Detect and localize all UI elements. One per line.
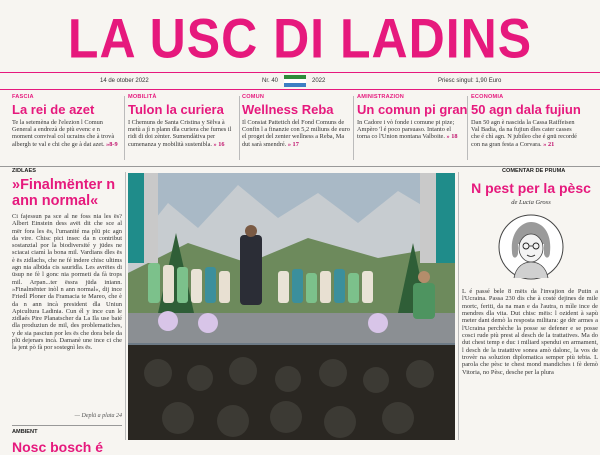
- issue-year: 2022: [312, 78, 326, 84]
- continue-link[interactable]: — Deplü a plata 24: [74, 413, 122, 419]
- teaser-page: » 21: [543, 140, 555, 148]
- column-divider: [239, 96, 240, 160]
- comment-body: L é passé bele 8 mëis da l'invajion de Putin a l'Ucraina. Passa 230 dis che à costé dejines de mile mortc, feriti, da na man e da l'autra, n mìle ince de mendres dla vita. Dut chisc mëis: l ozident à sapù meter dant demò la resposta militara: ge dër armes a l'Ucraina perchèche la posse se defener e se posse cosci rude più prest al desch de la trattatives. Ma do dut chest temp e duc i miliard spendui en armament, l desch de la tratattive sonea amò dalonc, la vos de trovèr na soluzion diplomatica semper più tebia. L parola che pèsc te chest mond mandiches i fè demò Vitoria, no Pèsc, desche per la plura: [462, 288, 598, 376]
- article-body: Ci fajessun pa sce al ne foss nia les ës? Albert Einstein dess avëi dit che sce al mër fora les ës, l'umanité ma plü pic agn da vire. Chisc pici insec da n contribut sostanzial por la biodiversité y jüdes ne sciacai ciamì la bona mil. Vardians dles ës è ës zidlachs, che ne fé indere chisc ultims agn nia albüda cis sauridla. Les avrëies di üsup ne fè l gonc nia pormeti da fà trops mil. Arpan...ter ëssra jüda iniann. »Finalmënter inòl n ann normal«, dij ince Friedl Ploner da Framacia te Mareo, che è da n ann incà president dla Uniun Apicultura Ladinia. Cun él y ince cun le zidlaés Pire Planatscher da La Ila use baié dla produziun de mil, des problematiches, y de sia pasciun por les ës che dora bele da plü dejenars incà. Damanè une ince ci che la jent pò fà por sostegnì les ës.: [12, 213, 122, 352]
- column-divider: [124, 96, 125, 160]
- teaser-page: » 16: [213, 140, 225, 148]
- teaser-body: In Cadore i vò fonde i comune pi pize; Ampèro 'l é poco parsuaso. Intanto el torna co l'Union montana Valboite. » 18: [357, 119, 458, 141]
- article-title[interactable]: Nosc bosch é: [12, 439, 104, 455]
- teaser-body: Dan 50 agn è nascida la Cassa Raiffeisen Val Badia, da na fujiun dles cater casses che é chì agn. N jubileo che é gnü recordé con na gran festa a Corvara. » 21: [471, 119, 577, 148]
- teaser-headline: Un comun pi gran: [357, 102, 468, 117]
- teaser-category: COMUN: [242, 94, 265, 100]
- teaser-headline: 50 agn dala fujiun: [471, 102, 581, 117]
- section-label: AMBIENT: [12, 429, 38, 435]
- teaser-page: » 17: [287, 140, 299, 148]
- comment-title[interactable]: N pest per la pèsc: [471, 180, 591, 196]
- section-label: ZIDLAES: [12, 168, 36, 174]
- opinion-column: [462, 168, 600, 440]
- teaser-comun[interactable]: [242, 94, 350, 164]
- teaser-page: »8-9: [106, 140, 118, 148]
- issue-price: Priesc singul: 1,90 Euro: [438, 78, 502, 84]
- teaser-mobilita[interactable]: [128, 94, 236, 164]
- column-divider: [353, 96, 354, 160]
- issue-number: Nr. 40: [262, 78, 279, 84]
- teaser-economia[interactable]: [471, 94, 579, 164]
- teaser-page: » 18: [446, 133, 458, 141]
- column-divider: [458, 172, 459, 440]
- teaser-headline: Tulon la curiera: [128, 102, 224, 117]
- teaser-headline: Wellness Reba: [242, 102, 334, 117]
- teaser-body: I Chemuns de Santa Cristina y Sëlva à metù a jì n plann dla curiera che furnes il ridi di doi zènter. Sumendàtiva per cumenanza y mobilità sustenibla. » 16: [128, 119, 232, 148]
- comment-author: de Lucia Gross: [511, 199, 551, 206]
- author-portrait-icon: [498, 214, 564, 280]
- teaser-category: ECONOMIA: [471, 94, 504, 100]
- masthead-rule-top: [0, 72, 600, 73]
- masthead: [0, 0, 600, 84]
- column-divider: [125, 172, 126, 440]
- teaser-category: MOBILITÀ: [128, 94, 157, 100]
- teaser-fascia[interactable]: [12, 94, 120, 164]
- teaser-category: AMINISTRAZION: [357, 94, 405, 100]
- column-divider: [467, 96, 468, 160]
- teaser-body: Te la setemèna de l'elezion l Comun General a ​endrezà de più evenc e n moment convival col ucrains che à trovà albergh te val e chi che ge à dat azet. »8-9: [12, 119, 118, 148]
- main-photo: [128, 173, 455, 440]
- section-label: COMENTAR DE PRUMA: [502, 168, 566, 174]
- teaser-body: Il Consiat Pattetich del Fond Comuns de Confin l a finanzie con 5,2 miliuns de euro el proget del zenter wellness a Reba, Ma dut sarà smendré. » 17: [242, 119, 350, 148]
- ladin-flag-icon: [284, 75, 306, 87]
- newspaper-title: LA USC DI LADINS: [67, 7, 533, 70]
- issue-date: 14 de otober 2022: [100, 78, 149, 84]
- teaser-aministrazion[interactable]: [357, 94, 468, 164]
- teaser-headline: La rei de azet: [12, 102, 95, 117]
- article-title[interactable]: »Finalmënter n ann normal«: [12, 177, 116, 209]
- left-article: [0, 168, 122, 455]
- masthead-rule-bottom: [0, 89, 600, 90]
- article-divider: [12, 425, 122, 426]
- section-divider: [0, 166, 600, 167]
- teaser-category: FASCIA: [12, 94, 34, 100]
